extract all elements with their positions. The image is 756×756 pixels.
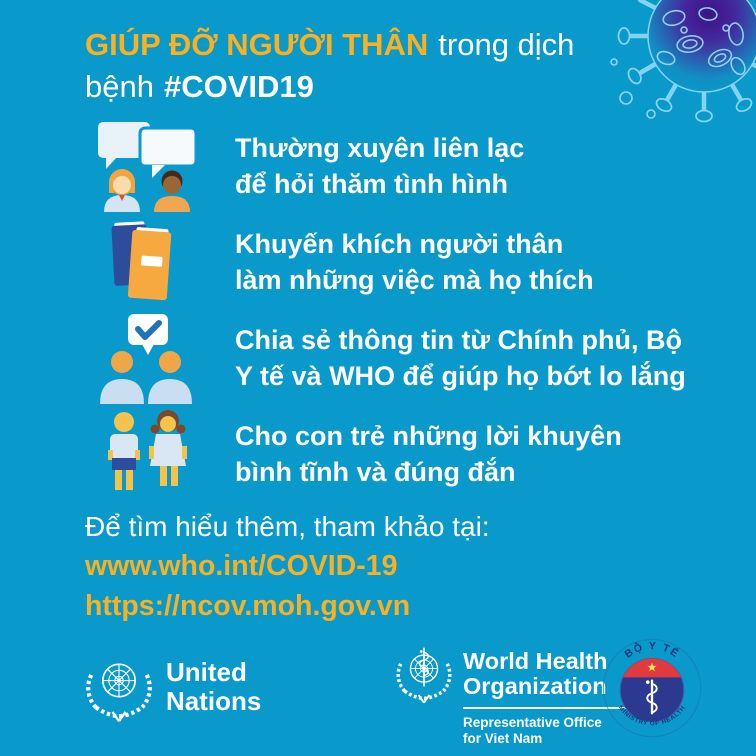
moh-arc-top-text: BỘ Y TẾ <box>622 640 682 661</box>
children-icon <box>92 408 202 500</box>
tip-text-line: Y tế và WHO để giúp họ bớt lo lắng <box>235 361 686 391</box>
title-rest: trong dịch <box>438 27 575 62</box>
tip-share-information <box>92 310 732 406</box>
tip-text-line: bình tĩnh và đúng đắn <box>235 457 516 487</box>
moh-ncov-link[interactable]: https://ncov.moh.gov.vn <box>85 590 411 622</box>
ministry-of-health-logo <box>599 633 705 748</box>
tip-text-line: Thường xuyên liên lạc <box>235 132 525 163</box>
un-emblem-icon <box>82 650 156 724</box>
page-title <box>85 24 574 108</box>
more-info-section <box>85 508 490 626</box>
un-label-line2: Nations <box>166 686 262 716</box>
un-label-line1: United <box>166 657 247 687</box>
tip-stay-in-touch <box>92 118 732 214</box>
chat-bubbles-people-icon <box>92 120 202 212</box>
more-info-label: Để tìm hiểu thêm, tham khảo tại: <box>85 511 490 542</box>
tip-text-line: để hỏi thăm tình hình <box>235 169 508 199</box>
who-label-line1: World Health <box>463 648 608 674</box>
title-line-1 <box>85 24 574 66</box>
tip-text-line: làm những việc mà họ thích <box>235 265 594 295</box>
books-icon <box>92 216 202 308</box>
tip-encourage-hobbies <box>92 214 732 310</box>
tip-text-line: Chia sẻ thông tin từ Chính phủ, Bộ <box>235 324 682 355</box>
moh-arc-bottom-text: MINISTRY OF HEALTH <box>616 704 688 728</box>
tips-list <box>92 118 732 502</box>
united-nations-logo <box>82 650 261 724</box>
who-office-line2: for Viet Nam <box>463 731 543 746</box>
who-office-line1: Representative Office <box>463 715 602 730</box>
who-logo <box>393 643 626 747</box>
title-line2-normal: bệnh <box>85 69 154 104</box>
tip-text-line: Cho con trẻ những lời khuyên <box>235 420 622 451</box>
tip-advise-children <box>92 406 732 502</box>
who-label-line2: Organization <box>463 673 607 699</box>
who-covid-link[interactable]: www.who.int/COVID-19 <box>85 550 398 582</box>
svg-text:BỘ Y TẾ <box>622 640 682 661</box>
tip-text-line: Khuyến khích người thân <box>235 228 564 259</box>
title-hashtag: #COVID19 <box>163 69 314 104</box>
title-highlight: GIÚP ĐỠ NGƯỜI THÂN <box>85 27 429 62</box>
moh-emblem-icon <box>599 633 705 743</box>
checkmark-bubble-people-icon <box>92 312 202 404</box>
title-line-2 <box>85 66 574 108</box>
who-emblem-icon <box>393 643 455 705</box>
